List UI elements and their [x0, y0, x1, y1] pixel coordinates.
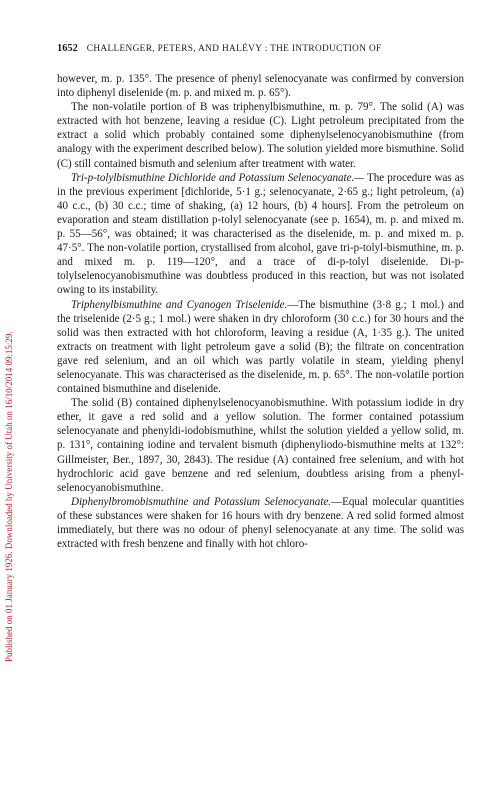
paragraph-1	[57, 72, 464, 100]
paragraph-3	[57, 171, 464, 298]
paragraph-text: The solid (B) contained diphenylselenocyanobismuthine. With potassium iodide in dry ether, it gave a red solid and a yellow solution. The former contained potassium selenocyanate and phenyldi-iodobismuthine, whilst the solution yielded a yellow solid, m. p. 131°, containing iodine and tervalent bismuth (diphenyliodo-bismuthine melts at 132°: Gillmeister, Ber., 1897, 30, 2843). The residue (A) contained free selenium, and with hot hydrochloric acid gave benzene and red selenium, doubtless arising from a phenyl-selenocyanobismuthine.	[57, 397, 464, 494]
paragraph-5	[57, 396, 464, 495]
article-body	[57, 72, 464, 551]
paragraph-text: —Equal molecular quantities of these substances were shaken for 16 hours with dry benzene. A red solid formed almost immediately, but there was no odour of phenyl selenocyanate at any time. The solid was extracted with fresh benzene and finally with hot chloro-	[57, 495, 464, 551]
paragraph-6	[57, 495, 464, 551]
section-title: Tri-p-tolylbismuthine Dichloride and Potassium Selenocyanate.—	[71, 171, 365, 184]
section-title: Triphenylbismuthine and Cyanogen Triselenide.	[71, 298, 288, 311]
paragraph-4	[57, 298, 464, 397]
paragraph-text: —The bismuthine (3·8 g.; 1 mol.) and the triselenide (2·5 g.; 1 mol.) were shaken in dry chloroform (30 c.c.) for 30 hours and the solid was then extracted with hot chloroform, leaving a residue (A, 1·35 g.). The united extracts on treatment with light petroleum gave a solid (B); the filtrate on concentration gave red selenium, and an oil which was partly volatile in steam, yielding phenyl selenocyanate. This was characterised as the diselenide, m. p. 65°. The non-volatile portion contained bismuthine and diselenide.	[57, 298, 464, 396]
paragraph-2	[57, 100, 464, 170]
page-header	[57, 43, 465, 55]
download-watermark: Published on 01 January 1926. Downloaded by University of Utah on 16/10/2014 09:15:29.	[4, 331, 14, 662]
paragraph-text: The procedure was as in the previous experiment [dichloride, 5·1 g.; selenocyanate, 2·65 g.; light petroleum, (a) 40 c.c., (b) 30 c.c.; time of shaking, (a) 12 hours, (b) 4 hours]. From the petroleum on evaporation and steam distillation p-tolyl selenocyanate (see p. 1654), m. p. and mixed m. p. 55—56°, was obtained; it was characterised as the diselenide, m. p. and mixed m. p. 47·5°. The non-volatile portion, crystallised from alcohol, gave tri-p-tolyl-bismuthine, m. p. and mixed m. p. 119—120°, and a trace of di-p-tolyl diselenide. Di-p-tolylselenocyanobismuthine was doubtless produced in this reaction, but was not isolated owing to its instability.	[57, 171, 464, 297]
running-head: CHALLENGER, PETERS, AND HALÉVY : THE INTRODUCTION OF	[86, 44, 382, 54]
paragraph-text: The non-volatile portion of B was triphenylbismuthine, m. p. 79°. The solid (A) was extracted with hot benzene, leaving a residue (C). Light petroleum precipitated from the extract a solid which probably contained some diphenylselenocyanobismuthine (from analogy with the experiment described below). The solution yielded more bismuthine. Solid (C) still contained bismuth and selenium after treatment with water.	[57, 101, 464, 170]
paragraph-text: however, m. p. 135°. The presence of phenyl selenocyanate was confirmed by conversion into diphenyl diselenide (m. p. and mixed m. p. 65°).	[57, 73, 464, 100]
page-number: 1652	[57, 43, 78, 54]
section-title: Diphenylbromobismuthine and Potassium Selenocyanate.	[71, 495, 332, 508]
